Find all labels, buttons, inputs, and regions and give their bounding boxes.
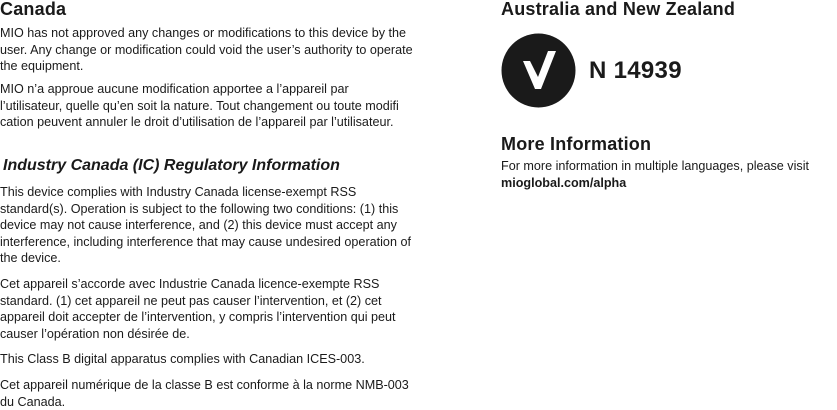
canada-heading: Canada: [0, 0, 67, 19]
australia-heading: Australia and New Zealand: [501, 0, 736, 19]
ic-paragraph-french: Cet appareil s’accorde avec Industrie Canada licence-exempte RSS standard. (1) cet appareil ne peut pas causer l’intervention, et (2) cet appareil doit accepter de l’intervention, y compris l’intervention qui peut causer l’opération non désirée de.: [0, 277, 396, 341]
compliance-code: N 14939: [589, 57, 682, 84]
canada-paragraph-french: MIO n’a approue aucune modification apportee a l’appareil par l’utilisateur, quelle qu’en soit la nature. Tout changement ou toute modifi cation peuvent annuler le droit d’utilisation de l’appareil par l’utilisateur.: [0, 82, 399, 130]
more-information-heading: More Information: [501, 134, 652, 154]
ic-paragraph-english: This device complies with Industry Canada license-exempt RSS standard(s). Operation is subject to the following two conditions: (1) this device may not cause interference, and (2) this device must accept any interference, including interference that may cause undesired operation of the device.: [0, 185, 411, 266]
more-information-body: For more information in multiple languages, please visit: [501, 159, 809, 173]
industry-canada-heading: Industry Canada (IC) Regulatory Information: [3, 157, 340, 174]
canada-paragraph-english: MIO has not approved any changes or modifications to this device by the user. Any change or modification could void the user’s authority to operate the equipment.: [0, 26, 413, 74]
c-tick-icon: [501, 33, 576, 108]
nmb-paragraph-french: Cet appareil numérique de la classe B est conforme à la norme NMB-003 du Canada.: [0, 378, 409, 409]
mioglobal-link[interactable]: mioglobal.com/alpha: [501, 175, 627, 190]
ices-paragraph-english: This Class B digital apparatus complies with Canadian ICES-003.: [0, 352, 365, 366]
more-information-text: [501, 158, 837, 191]
